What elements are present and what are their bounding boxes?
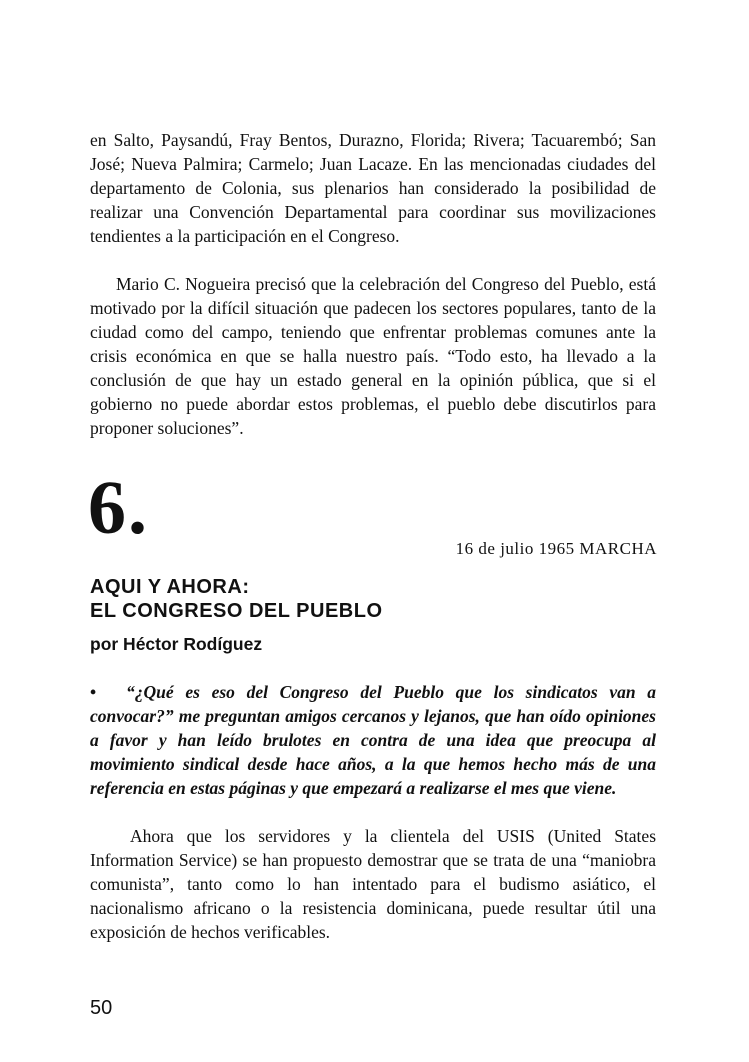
- body-paragraph: Mario C. Nogueira precisó que la celebración del Congreso del Pueblo, está motivado por la difícil situación que padecen los sectores populares, tanto de la ciudad como del campo, teniendo que enfrentar problemas comunes ante la crisis económica en que se halla nuestro país. “Todo esto, ha llevado a la conclusión de que hay un estado general en la opinión pública, que si el gobierno no puede abordar estos problemas, el pueblo debe discutirlos para proponer soluciones”.: [90, 274, 656, 438]
- section-number: 6.: [88, 466, 149, 550]
- article-paragraph: Ahora que los servidores y la clientela del USIS (United States Information Service) se han propuesto demostrar que se trata de una “maniobra comunista”, tanto como lo han intentado para el budismo asiático, el nacionalismo africano o la resistencia dominicana, puede resultar útil una exposición de hechos verificables.: [90, 826, 656, 942]
- article-title-line: EL CONGRESO DEL PUEBLO: [90, 600, 383, 622]
- byline: por Héctor Rodíguez: [90, 634, 263, 654]
- epigraph-quote: [90, 680, 656, 800]
- article-title: [90, 575, 383, 623]
- epigraph-text: “¿Qué es eso del Congreso del Pueblo que los sindicatos van a convocar?” me preguntan amigos cercanos y lejanos, que han oído opiniones a favor y han leído brulotes en contra de una idea que preocupa al movimiento sindical desde hace años, a la que hemos hecho más de una referencia en estas páginas y que empezará a realizarse el mes que viene.: [90, 682, 656, 798]
- body-paragraph: en Salto, Paysandú, Fray Bentos, Durazno, Florida; Rivera; Tacuarembó; San José; Nueva Palmira; Carmelo; Juan Lacaze. En las mencionadas ciudades del departamento de Colonia, sus plenarios han considerado la posibilidad de realizar una Convención Departamental para coordinar sus movilizaciones tendientes a la participación en el Congreso.: [90, 130, 656, 246]
- page-number: 50: [90, 997, 113, 1019]
- article-title-line: AQUI Y AHORA:: [90, 576, 250, 598]
- bullet-icon: •: [90, 682, 97, 702]
- dateline: 16 de julio 1965 MARCHA: [455, 539, 657, 558]
